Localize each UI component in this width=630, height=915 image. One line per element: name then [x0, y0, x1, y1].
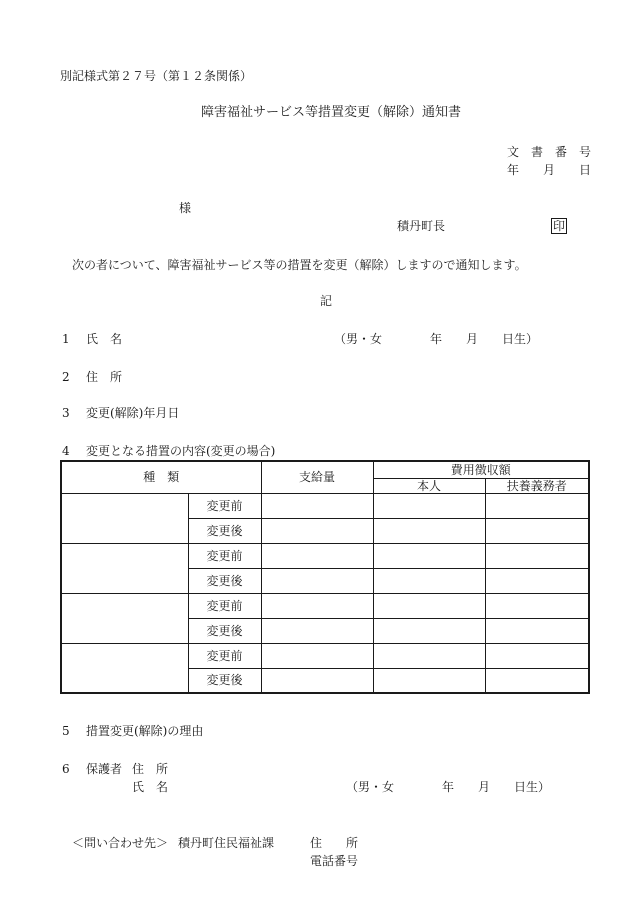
guardian-address-label: 住 所: [132, 762, 169, 776]
item-number: 4: [62, 444, 70, 458]
before-label: 変更前: [188, 493, 261, 518]
support-cell[interactable]: [485, 618, 589, 643]
type-cell[interactable]: [61, 593, 188, 643]
contact-dept: 積丹町住民福祉課: [178, 836, 275, 850]
item-number: 6: [62, 762, 70, 776]
support-cell[interactable]: [485, 643, 589, 668]
content-label: 変更となる措置の内容(変更の場合): [86, 444, 276, 458]
table-row: [61, 593, 589, 618]
amount-cell[interactable]: [261, 568, 373, 593]
table-row: [61, 493, 589, 518]
support-cell[interactable]: [485, 543, 589, 568]
item-number: 1: [62, 332, 70, 346]
page-title: 障害福祉サービス等措置変更（解除）通知書: [201, 105, 462, 120]
amount-cell[interactable]: [261, 668, 373, 693]
header-amount: 支給量: [261, 461, 373, 493]
change-date-label: 変更(解除)年月日: [86, 406, 180, 420]
contact-label: ＜問い合わせ先＞: [72, 836, 169, 850]
contact-address-label: 住 所: [310, 836, 359, 850]
header-type: 種 類: [61, 461, 261, 493]
amount-cell[interactable]: [261, 518, 373, 543]
after-label: 変更後: [188, 618, 261, 643]
self-cell[interactable]: [373, 593, 485, 618]
contact-phone-label: 電話番号: [310, 854, 359, 868]
after-label: 変更後: [188, 518, 261, 543]
amount-cell[interactable]: [261, 618, 373, 643]
amount-cell[interactable]: [261, 643, 373, 668]
issuer: 積丹町長: [397, 219, 446, 233]
self-cell[interactable]: [373, 668, 485, 693]
addressee-suffix: 様: [179, 201, 192, 215]
after-label: 変更後: [188, 668, 261, 693]
item-number: 2: [62, 370, 70, 384]
address-label: 住 所: [86, 370, 123, 384]
self-cell[interactable]: [373, 518, 485, 543]
support-cell[interactable]: [485, 518, 589, 543]
table-row: [61, 543, 589, 568]
form-id: 別記様式第２７号（第１２条関係）: [60, 69, 253, 83]
table-row: [61, 643, 589, 668]
self-cell[interactable]: [373, 618, 485, 643]
amount-cell[interactable]: [261, 543, 373, 568]
self-cell[interactable]: [373, 543, 485, 568]
measures-table: [60, 460, 590, 694]
guardian-name-label: 氏 名: [132, 780, 169, 794]
support-cell[interactable]: [485, 668, 589, 693]
before-label: 変更前: [188, 643, 261, 668]
seal-mark: 印: [553, 219, 566, 233]
header-fee: 費用徴収額: [373, 461, 589, 478]
intro-text: 次の者について、障害福祉サービス等の措置を変更（解除）しますので通知します。: [72, 258, 527, 272]
self-cell[interactable]: [373, 493, 485, 518]
reason-label: 措置変更(解除)の理由: [86, 724, 204, 738]
support-cell[interactable]: [485, 493, 589, 518]
self-cell[interactable]: [373, 568, 485, 593]
header-self: 本人: [373, 478, 485, 493]
type-cell[interactable]: [61, 643, 188, 693]
guardian-label: 保護者: [86, 762, 123, 776]
amount-cell[interactable]: [261, 493, 373, 518]
date-label: 年 月 日: [507, 163, 592, 177]
doc-number-label: 文 書 番 号: [507, 145, 592, 159]
self-cell[interactable]: [373, 643, 485, 668]
name-label: 氏 名: [86, 332, 123, 346]
item-number: 5: [62, 724, 70, 738]
ki-heading: 記: [320, 294, 333, 308]
after-label: 変更後: [188, 568, 261, 593]
support-cell[interactable]: [485, 568, 589, 593]
type-cell[interactable]: [61, 543, 188, 593]
amount-cell[interactable]: [261, 593, 373, 618]
name-birth: （男・女 年 月 日生）: [334, 332, 539, 346]
support-cell[interactable]: [485, 593, 589, 618]
item-number: 3: [62, 406, 70, 420]
before-label: 変更前: [188, 543, 261, 568]
before-label: 変更前: [188, 593, 261, 618]
type-cell[interactable]: [61, 493, 188, 543]
header-support: 扶養義務者: [485, 478, 589, 493]
guardian-birth: （男・女 年 月 日生）: [346, 780, 551, 794]
